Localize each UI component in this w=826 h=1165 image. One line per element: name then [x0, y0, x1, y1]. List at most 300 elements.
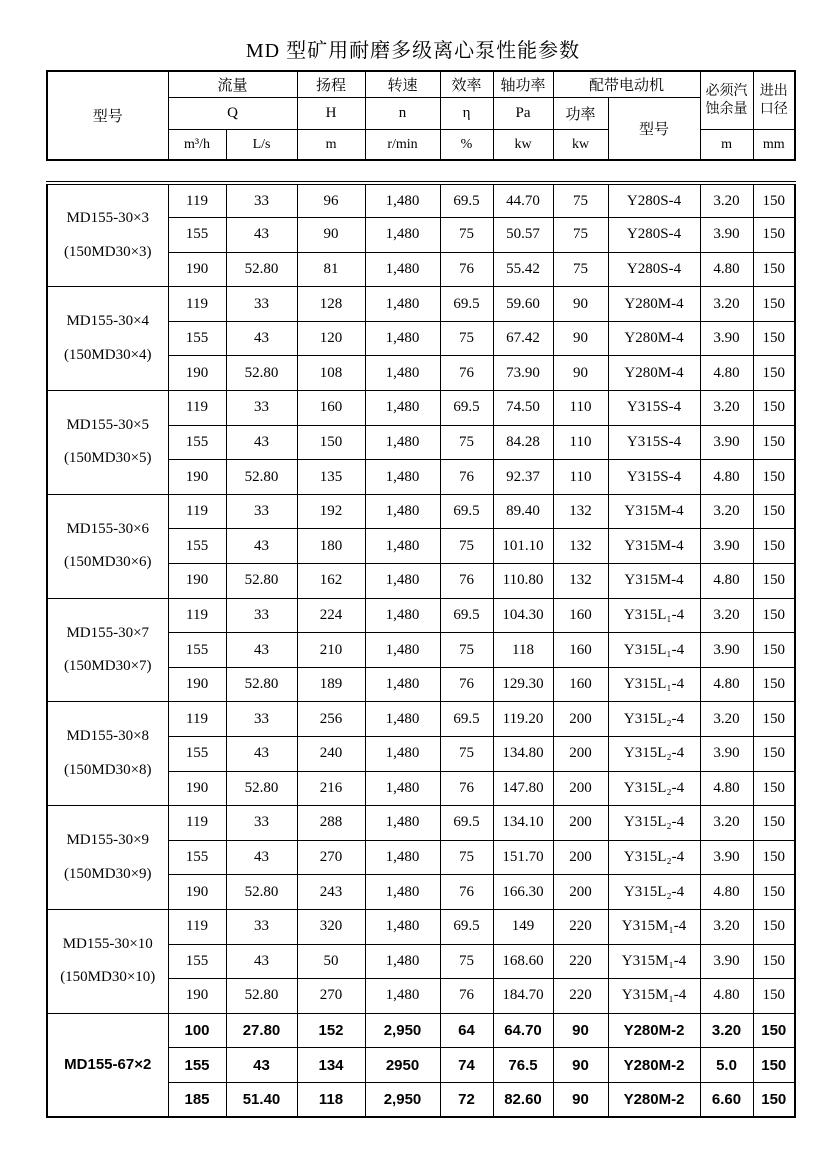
value-cell: 76: [440, 667, 493, 702]
value-cell: 166.30: [493, 875, 553, 910]
value-cell: 216: [297, 771, 365, 806]
value-cell: 3.20: [700, 287, 753, 322]
value-cell: 4.80: [700, 875, 753, 910]
value-cell: 1,480: [365, 391, 440, 426]
value-cell: 119.20: [493, 702, 553, 737]
value-cell: 3.20: [700, 183, 753, 218]
value-cell: 119: [168, 702, 226, 737]
shaft-power-symbol: Pa: [493, 98, 553, 130]
col-header-port: [753, 71, 795, 130]
value-cell: 220: [553, 979, 608, 1014]
pump-model-name: MD155-30×7: [66, 624, 150, 641]
value-cell: 150: [753, 806, 795, 841]
value-cell: 74.50: [493, 391, 553, 426]
value-cell: 110: [553, 425, 608, 460]
value-cell: 1,480: [365, 806, 440, 841]
value-cell: 92.37: [493, 460, 553, 495]
value-cell: Y280S-4: [608, 183, 700, 218]
value-cell: 270: [297, 979, 365, 1014]
col-header-flow: 流量: [168, 71, 297, 98]
value-cell: 184.70: [493, 979, 553, 1014]
value-cell: 150: [753, 771, 795, 806]
value-cell: 132: [553, 529, 608, 564]
motor-power-label: 功率: [553, 98, 608, 130]
value-cell: 75: [440, 321, 493, 356]
value-cell: Y315L₂-4: [608, 840, 700, 875]
value-cell: 220: [553, 944, 608, 979]
value-cell: 69.5: [440, 702, 493, 737]
value-cell: 1,480: [365, 909, 440, 944]
value-cell: 200: [553, 702, 608, 737]
value-cell: 69.5: [440, 183, 493, 218]
value-cell: 134.80: [493, 737, 553, 772]
value-cell: 43: [226, 633, 297, 668]
value-cell: 3.90: [700, 321, 753, 356]
shaft-power-unit: kw: [493, 130, 553, 161]
value-cell: Y280M-2: [608, 1013, 700, 1048]
value-cell: 134.10: [493, 806, 553, 841]
pump-model-alt-name: (150MD30×4): [63, 346, 152, 363]
performance-table: [46, 181, 796, 1118]
value-cell: 119: [168, 391, 226, 426]
value-cell: 3.90: [700, 737, 753, 772]
table-row: [47, 391, 795, 426]
pump-model-cell: [47, 1013, 168, 1117]
value-cell: 192: [297, 494, 365, 529]
value-cell: 155: [168, 218, 226, 253]
value-cell: 52.80: [226, 564, 297, 599]
value-cell: Y280S-4: [608, 218, 700, 253]
value-cell: 76: [440, 356, 493, 391]
pump-model-name: MD155-30×9: [66, 832, 150, 849]
efficiency-symbol: η: [440, 98, 493, 130]
flow-unit-ls: L/s: [226, 130, 297, 161]
value-cell: 149: [493, 909, 553, 944]
value-cell: 1,480: [365, 252, 440, 287]
value-cell: 3.90: [700, 529, 753, 564]
value-cell: 151.70: [493, 840, 553, 875]
col-header-speed: 转速: [365, 71, 440, 98]
value-cell: 135: [297, 460, 365, 495]
value-cell: Y315M₁-4: [608, 944, 700, 979]
value-cell: 75: [440, 840, 493, 875]
value-cell: 90: [553, 287, 608, 322]
value-cell: 43: [226, 1048, 297, 1083]
value-cell: 200: [553, 875, 608, 910]
value-cell: 75: [440, 529, 493, 564]
value-cell: 3.90: [700, 944, 753, 979]
value-cell: 52.80: [226, 252, 297, 287]
value-cell: 90: [553, 1013, 608, 1048]
motor-power-unit: kw: [553, 130, 608, 161]
value-cell: 75: [553, 252, 608, 287]
value-cell: 150: [753, 529, 795, 564]
value-cell: 27.80: [226, 1013, 297, 1048]
value-cell: 75: [440, 633, 493, 668]
value-cell: 162: [297, 564, 365, 599]
value-cell: 119: [168, 806, 226, 841]
value-cell: 155: [168, 1048, 226, 1083]
pump-model-name: MD155-30×6: [66, 520, 150, 537]
pump-model-name: MD155-30×8: [66, 728, 150, 745]
value-cell: Y315S-4: [608, 391, 700, 426]
value-cell: 129.30: [493, 667, 553, 702]
value-cell: 190: [168, 460, 226, 495]
pump-model-name: MD155-30×5: [66, 416, 150, 433]
value-cell: 43: [226, 529, 297, 564]
header-table: [46, 70, 796, 161]
value-cell: 155: [168, 840, 226, 875]
value-cell: 75: [440, 737, 493, 772]
value-cell: 69.5: [440, 391, 493, 426]
value-cell: Y315L₂-4: [608, 875, 700, 910]
value-cell: 147.80: [493, 771, 553, 806]
value-cell: 4.80: [700, 252, 753, 287]
value-cell: Y315L₁-4: [608, 598, 700, 633]
value-cell: 190: [168, 875, 226, 910]
value-cell: Y315L₂-4: [608, 806, 700, 841]
pump-model-cell: [47, 183, 168, 287]
value-cell: 3.90: [700, 425, 753, 460]
value-cell: 52.80: [226, 979, 297, 1014]
value-cell: Y280M-4: [608, 356, 700, 391]
value-cell: Y315M₁-4: [608, 909, 700, 944]
value-cell: 75: [440, 425, 493, 460]
value-cell: Y315M-4: [608, 564, 700, 599]
value-cell: Y315M₁-4: [608, 979, 700, 1014]
value-cell: 150: [753, 1048, 795, 1083]
value-cell: 52.80: [226, 875, 297, 910]
pump-model-alt-name: (150MD30×6): [63, 554, 152, 571]
value-cell: 150: [753, 183, 795, 218]
value-cell: 155: [168, 633, 226, 668]
value-cell: 155: [168, 529, 226, 564]
value-cell: 200: [553, 771, 608, 806]
pump-model-name: MD155-30×4: [66, 313, 150, 330]
value-cell: 52.80: [226, 667, 297, 702]
value-cell: 150: [753, 909, 795, 944]
value-cell: 1,480: [365, 321, 440, 356]
value-cell: 119: [168, 909, 226, 944]
value-cell: 288: [297, 806, 365, 841]
value-cell: 67.42: [493, 321, 553, 356]
col-header-motor: 配带电动机: [553, 71, 700, 98]
value-cell: 2,950: [365, 1082, 440, 1117]
value-cell: 33: [226, 909, 297, 944]
value-cell: 155: [168, 737, 226, 772]
pump-model-alt-name: (150MD30×9): [63, 865, 152, 882]
value-cell: Y280M-4: [608, 321, 700, 356]
value-cell: 73.90: [493, 356, 553, 391]
value-cell: Y280S-4: [608, 252, 700, 287]
value-cell: 69.5: [440, 494, 493, 529]
col-header-shaft-power: 轴功率: [493, 71, 553, 98]
value-cell: Y315M-4: [608, 494, 700, 529]
pump-model-alt-name: (150MD30×7): [63, 658, 152, 675]
table-row: [47, 702, 795, 737]
pump-model-alt-name: (150MD30×8): [63, 761, 152, 778]
value-cell: 90: [553, 1082, 608, 1117]
col-header-efficiency: 效率: [440, 71, 493, 98]
value-cell: 150: [753, 633, 795, 668]
value-cell: 69.5: [440, 598, 493, 633]
table-row: [47, 183, 795, 218]
value-cell: 75: [553, 183, 608, 218]
value-cell: 52.80: [226, 771, 297, 806]
value-cell: 69.5: [440, 806, 493, 841]
value-cell: 76.5: [493, 1048, 553, 1083]
pump-model-alt-name: (150MD30×3): [63, 243, 152, 260]
value-cell: 50.57: [493, 218, 553, 253]
value-cell: 132: [553, 564, 608, 599]
npsh-unit: m: [700, 130, 753, 161]
port-label-line2: 口径: [759, 101, 788, 117]
value-cell: 69.5: [440, 287, 493, 322]
head-symbol: H: [297, 98, 365, 130]
value-cell: 132: [553, 494, 608, 529]
value-cell: 51.40: [226, 1082, 297, 1117]
value-cell: 119: [168, 183, 226, 218]
value-cell: 3.20: [700, 494, 753, 529]
value-cell: 150: [753, 252, 795, 287]
value-cell: 190: [168, 771, 226, 806]
value-cell: 3.20: [700, 702, 753, 737]
value-cell: 155: [168, 425, 226, 460]
motor-model-label: 型号: [608, 98, 700, 161]
value-cell: 69.5: [440, 909, 493, 944]
value-cell: 84.28: [493, 425, 553, 460]
value-cell: 110.80: [493, 564, 553, 599]
value-cell: 150: [753, 944, 795, 979]
value-cell: 101.10: [493, 529, 553, 564]
npsh-label-line2: 蚀余量: [705, 101, 748, 117]
value-cell: 33: [226, 494, 297, 529]
flow-symbol: Q: [168, 98, 297, 130]
value-cell: 210: [297, 633, 365, 668]
col-header-model: 型号: [47, 71, 168, 160]
value-cell: 190: [168, 667, 226, 702]
value-cell: 96: [297, 183, 365, 218]
pump-model-cell: [47, 494, 168, 598]
value-cell: 3.20: [700, 909, 753, 944]
value-cell: Y280M-2: [608, 1048, 700, 1083]
value-cell: Y315S-4: [608, 425, 700, 460]
value-cell: 240: [297, 737, 365, 772]
value-cell: 1,480: [365, 287, 440, 322]
value-cell: 5.0: [700, 1048, 753, 1083]
value-cell: 320: [297, 909, 365, 944]
value-cell: 90: [553, 1048, 608, 1083]
value-cell: 243: [297, 875, 365, 910]
value-cell: 152: [297, 1013, 365, 1048]
value-cell: 44.70: [493, 183, 553, 218]
value-cell: Y315M-4: [608, 529, 700, 564]
value-cell: 2,950: [365, 1013, 440, 1048]
value-cell: Y315L₂-4: [608, 702, 700, 737]
value-cell: 256: [297, 702, 365, 737]
value-cell: 76: [440, 979, 493, 1014]
value-cell: 1,480: [365, 564, 440, 599]
value-cell: 4.80: [700, 771, 753, 806]
value-cell: 4.80: [700, 356, 753, 391]
value-cell: 150: [753, 1082, 795, 1117]
table-row: [47, 909, 795, 944]
value-cell: 50: [297, 944, 365, 979]
value-cell: 190: [168, 979, 226, 1014]
value-cell: 160: [553, 598, 608, 633]
value-cell: 200: [553, 737, 608, 772]
value-cell: 55.42: [493, 252, 553, 287]
value-cell: 3.90: [700, 633, 753, 668]
value-cell: 33: [226, 598, 297, 633]
pump-model-alt-name: (150MD30×10): [60, 969, 156, 986]
table-row: [47, 494, 795, 529]
value-cell: 4.80: [700, 460, 753, 495]
value-cell: 1,480: [365, 702, 440, 737]
value-cell: 150: [753, 218, 795, 253]
pump-model-name: MD155-30×3: [66, 210, 150, 227]
value-cell: 90: [553, 356, 608, 391]
value-cell: 76: [440, 564, 493, 599]
value-cell: 100: [168, 1013, 226, 1048]
value-cell: 150: [753, 667, 795, 702]
value-cell: 118: [493, 633, 553, 668]
table-row: [47, 598, 795, 633]
value-cell: 43: [226, 425, 297, 460]
value-cell: 4.80: [700, 564, 753, 599]
value-cell: 150: [753, 460, 795, 495]
value-cell: 150: [753, 287, 795, 322]
value-cell: 64: [440, 1013, 493, 1048]
value-cell: 119: [168, 287, 226, 322]
value-cell: 1,480: [365, 425, 440, 460]
value-cell: 190: [168, 564, 226, 599]
value-cell: Y280M-4: [608, 287, 700, 322]
value-cell: 43: [226, 840, 297, 875]
value-cell: 160: [553, 633, 608, 668]
col-header-npsh: [700, 71, 753, 130]
value-cell: 1,480: [365, 633, 440, 668]
value-cell: 89.40: [493, 494, 553, 529]
value-cell: 168.60: [493, 944, 553, 979]
value-cell: 1,480: [365, 979, 440, 1014]
value-cell: 224: [297, 598, 365, 633]
value-cell: 150: [753, 564, 795, 599]
value-cell: 1,480: [365, 598, 440, 633]
value-cell: 90: [553, 321, 608, 356]
value-cell: Y315L₁-4: [608, 633, 700, 668]
value-cell: 104.30: [493, 598, 553, 633]
value-cell: 150: [753, 1013, 795, 1048]
value-cell: 1,480: [365, 218, 440, 253]
value-cell: 76: [440, 460, 493, 495]
value-cell: 33: [226, 391, 297, 426]
value-cell: 90: [297, 218, 365, 253]
table-row: [47, 1013, 795, 1048]
value-cell: Y280M-2: [608, 1082, 700, 1117]
pump-model-cell: [47, 287, 168, 391]
table-row: [47, 806, 795, 841]
efficiency-unit: %: [440, 130, 493, 161]
value-cell: 119: [168, 494, 226, 529]
value-cell: 3.90: [700, 218, 753, 253]
col-header-head: 扬程: [297, 71, 365, 98]
value-cell: 150: [753, 391, 795, 426]
value-cell: 160: [297, 391, 365, 426]
value-cell: 3.90: [700, 840, 753, 875]
value-cell: 64.70: [493, 1013, 553, 1048]
value-cell: 150: [753, 598, 795, 633]
value-cell: 190: [168, 252, 226, 287]
port-label-line1: 进出: [759, 84, 788, 99]
value-cell: 75: [440, 944, 493, 979]
value-cell: 150: [753, 321, 795, 356]
speed-symbol: n: [365, 98, 440, 130]
value-cell: 43: [226, 737, 297, 772]
value-cell: 1,480: [365, 771, 440, 806]
value-cell: 150: [753, 494, 795, 529]
value-cell: 220: [553, 909, 608, 944]
value-cell: Y315L₂-4: [608, 737, 700, 772]
value-cell: 1,480: [365, 840, 440, 875]
value-cell: 150: [297, 425, 365, 460]
value-cell: 75: [553, 218, 608, 253]
value-cell: 108: [297, 356, 365, 391]
value-cell: 1,480: [365, 183, 440, 218]
value-cell: 150: [753, 979, 795, 1014]
value-cell: 76: [440, 252, 493, 287]
value-cell: 1,480: [365, 460, 440, 495]
value-cell: 190: [168, 356, 226, 391]
value-cell: 76: [440, 771, 493, 806]
port-unit: mm: [753, 130, 795, 161]
value-cell: 270: [297, 840, 365, 875]
value-cell: 160: [553, 667, 608, 702]
value-cell: 180: [297, 529, 365, 564]
value-cell: 110: [553, 460, 608, 495]
value-cell: 4.80: [700, 667, 753, 702]
pump-model-cell: [47, 909, 168, 1013]
value-cell: 74: [440, 1048, 493, 1083]
npsh-label-line1: 必须汽: [705, 84, 748, 99]
value-cell: 155: [168, 944, 226, 979]
value-cell: 33: [226, 806, 297, 841]
value-cell: 150: [753, 356, 795, 391]
value-cell: 43: [226, 218, 297, 253]
value-cell: 150: [753, 425, 795, 460]
value-cell: 81: [297, 252, 365, 287]
value-cell: 72: [440, 1082, 493, 1117]
value-cell: 3.20: [700, 391, 753, 426]
pump-model-cell: [47, 806, 168, 910]
value-cell: 76: [440, 875, 493, 910]
value-cell: 82.60: [493, 1082, 553, 1117]
value-cell: 3.20: [700, 1013, 753, 1048]
table-row: [47, 287, 795, 322]
value-cell: 119: [168, 598, 226, 633]
value-cell: 33: [226, 287, 297, 322]
pump-model-cell: [47, 702, 168, 806]
value-cell: 43: [226, 944, 297, 979]
value-cell: 189: [297, 667, 365, 702]
value-cell: 1,480: [365, 667, 440, 702]
value-cell: 150: [753, 840, 795, 875]
value-cell: 6.60: [700, 1082, 753, 1117]
value-cell: 185: [168, 1082, 226, 1117]
value-cell: 1,480: [365, 529, 440, 564]
speed-unit: r/min: [365, 130, 440, 161]
value-cell: 75: [440, 218, 493, 253]
